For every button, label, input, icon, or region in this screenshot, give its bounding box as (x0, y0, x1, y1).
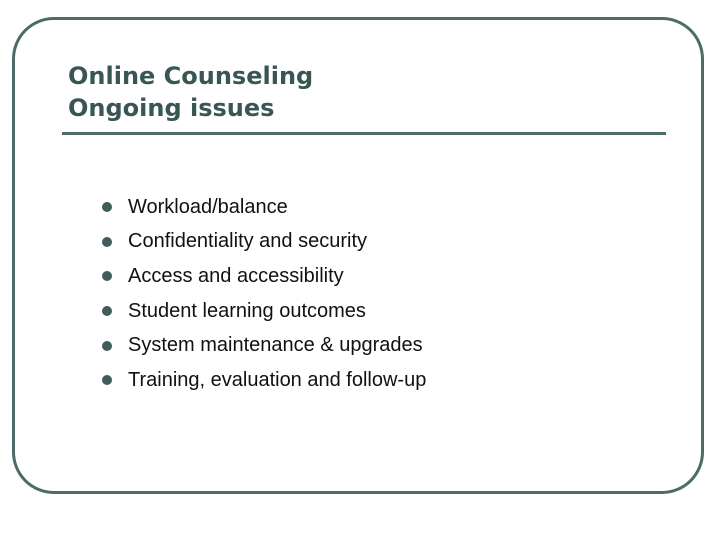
bullet-dot-icon (102, 237, 112, 247)
bullet-dot-icon (102, 341, 112, 351)
bullet-list (102, 190, 426, 398)
bullet-dot-icon (102, 202, 112, 212)
bullet-item-access (102, 259, 426, 294)
bullet-text: System maintenance & upgrades (128, 334, 423, 357)
bullet-text: Workload/balance (128, 195, 288, 218)
bullet-text: Access and accessibility (128, 264, 344, 287)
bullet-item-outcomes (102, 294, 426, 329)
bullet-dot-icon (102, 375, 112, 385)
bullet-text: Confidentiality and security (128, 230, 368, 253)
slide-title (68, 60, 313, 124)
bullet-item-workload (102, 190, 426, 225)
bullet-text: Student learning outcomes (128, 299, 366, 322)
bullet-dot-icon (102, 306, 112, 316)
bullet-item-maintenance (102, 328, 426, 363)
bullet-item-training (102, 363, 426, 398)
bullet-item-confidentiality (102, 225, 426, 260)
title-line-2: Ongoing issues (68, 94, 275, 122)
bullet-text: Training, evaluation and follow-up (128, 368, 427, 391)
title-underline (62, 132, 666, 135)
bullet-dot-icon (102, 271, 112, 281)
title-line-1: Online Counseling (68, 62, 314, 90)
